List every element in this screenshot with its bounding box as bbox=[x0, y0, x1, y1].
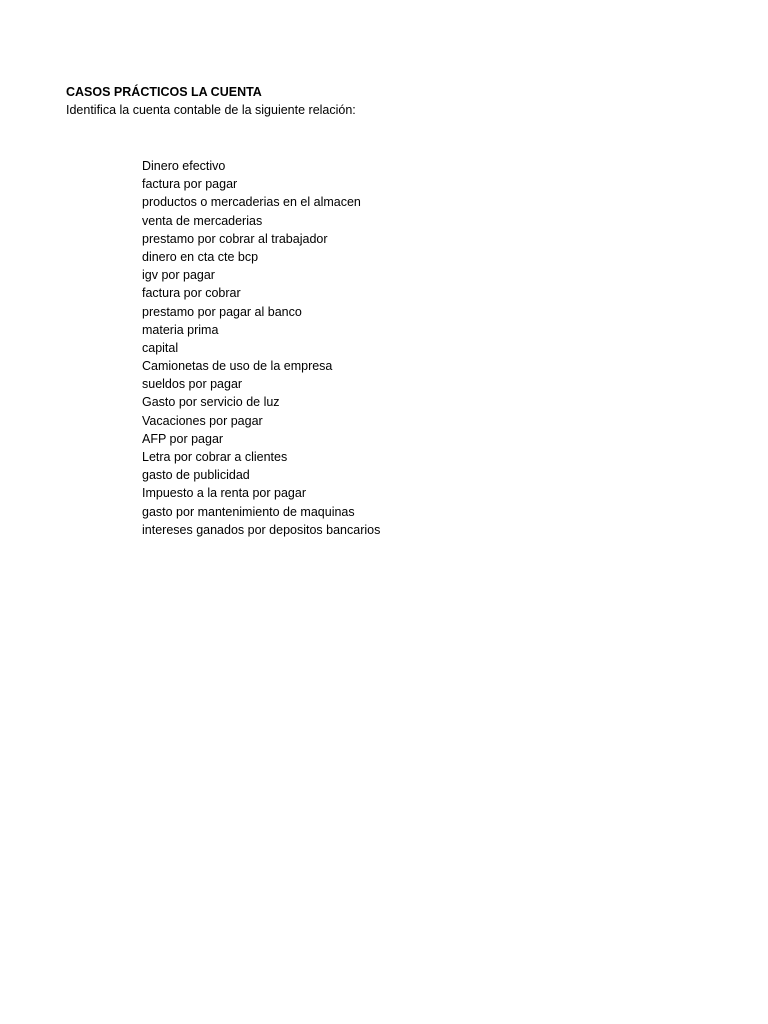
list-item: factura por cobrar bbox=[142, 286, 241, 301]
list-item: sueldos por pagar bbox=[142, 377, 243, 392]
instruction-text: Identifica la cuenta contable de la siguiente relación: bbox=[66, 103, 356, 117]
list-item: prestamo por pagar al banco bbox=[142, 304, 302, 319]
list-item: dinero en cta cte bcp bbox=[142, 249, 259, 264]
list-item: Dinero efectivo bbox=[142, 159, 226, 173]
list-item: venta de mercaderias bbox=[142, 213, 263, 228]
list-item: prestamo por cobrar al trabajador bbox=[142, 231, 328, 246]
list-item: capital bbox=[142, 340, 179, 355]
list-item: materia prima bbox=[142, 322, 219, 337]
list-item: Vacaciones por pagar bbox=[142, 413, 263, 428]
list-item: Impuesto a la renta por pagar bbox=[142, 486, 306, 501]
page-title: CASOS PRÁCTICOS LA CUENTA bbox=[66, 85, 262, 99]
list-item: Camionetas de uso de la empresa bbox=[142, 359, 333, 374]
list-item: Letra por cobrar a clientes bbox=[142, 450, 288, 464]
list-item: gasto por mantenimiento de maquinas bbox=[142, 504, 355, 519]
list-item: AFP por pagar bbox=[142, 431, 224, 446]
list-item: intereses ganados por depositos bancarios bbox=[142, 522, 381, 537]
account-items-list bbox=[142, 157, 380, 539]
list-item: igv por pagar bbox=[142, 268, 215, 283]
list-item: Gasto por servicio de luz bbox=[142, 395, 280, 410]
list-item: gasto de publicidad bbox=[142, 468, 250, 483]
list-item: productos o mercaderias en el almacen bbox=[142, 195, 361, 210]
list-item: factura por pagar bbox=[142, 177, 238, 192]
